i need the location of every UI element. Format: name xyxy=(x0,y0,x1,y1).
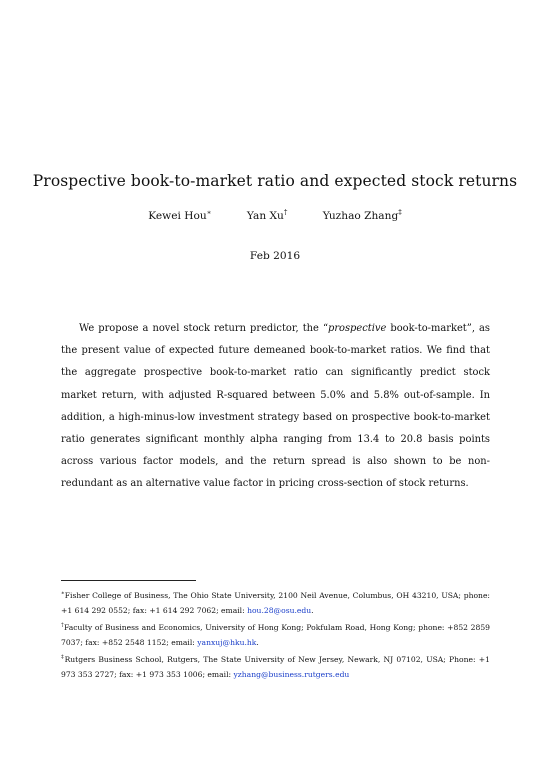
author-name: Kewei Hou xyxy=(148,210,207,222)
author-footnote-mark: † xyxy=(283,208,288,217)
footnote-mark: † xyxy=(61,622,65,629)
footnote-rule xyxy=(61,580,196,581)
paper-title: Prospective book-to-market ratio and expected stock returns xyxy=(32,172,518,190)
footnotes xyxy=(61,588,490,684)
email-link-zhang[interactable]: yzhang@business.rutgers.edu xyxy=(233,670,350,680)
author-xu xyxy=(247,210,288,222)
abstract-text-rest: book-to-market”, as the present value of expected future demeaned book-to-market ratios. We find that the aggregate prospective book-to-market ratio can significantly predict stock market return, with adjusted R-squared between 5.0% and 5.8% out-of-sample. In addition, a high-minus-low investment strategy based on prospective book-to-market ratio generates significant monthly alpha ranging from 13.4 to 20.8 basis points across various factor models, and the return spread is also shown to be non-redundant as an alternative value factor in pricing cross-section of stock returns. xyxy=(61,323,490,490)
footnote-hou xyxy=(61,588,490,619)
email-link-xu[interactable]: yanxuj@hku.hk xyxy=(197,638,257,648)
author-name: Yan Xu xyxy=(246,210,284,222)
abstract-text-start: We propose a novel stock return predictor, the “ xyxy=(79,323,328,334)
abstract-paragraph xyxy=(61,318,490,496)
abstract-emphasis: prospective xyxy=(328,323,387,334)
footnote-mark: ‡ xyxy=(61,654,65,661)
footnote-text: Fisher College of Business, The Ohio State University, 2100 Neil Avenue, Columbus, OH 43210, USA; phone: +1 614 292 0552; fax: +1 614 292 7062; email: xyxy=(61,591,490,616)
author-footnote-mark: ∗ xyxy=(206,208,212,217)
author-list xyxy=(0,210,550,222)
author-name: Yuzhao Zhang xyxy=(322,210,399,222)
email-link-hou[interactable]: hou.28@osu.edu xyxy=(247,606,312,616)
footnote-xu xyxy=(61,620,490,651)
footnote-mark: ∗ xyxy=(61,590,65,597)
footnote-text: Faculty of Business and Economics, University of Hong Kong; Pokfulam Road, Hong Kong; phone: +852 2859 7037; fax: +852 2548 1152; email: xyxy=(61,623,491,648)
footnote-zhang xyxy=(61,652,490,683)
footnote-end: . xyxy=(311,606,314,616)
paper-date: Feb 2016 xyxy=(249,250,301,262)
author-hou xyxy=(148,210,211,222)
abstract xyxy=(61,318,490,496)
author-footnote-mark: ‡ xyxy=(398,208,402,217)
footnote-end: . xyxy=(256,638,259,648)
author-zhang xyxy=(323,210,402,222)
footnote-text: Rutgers Business School, Rutgers, The State University of New Jersey, Newark, NJ 07102, USA; Phone: +1 973 353 2727; fax: +1 973 353 1006; email: xyxy=(61,655,490,680)
